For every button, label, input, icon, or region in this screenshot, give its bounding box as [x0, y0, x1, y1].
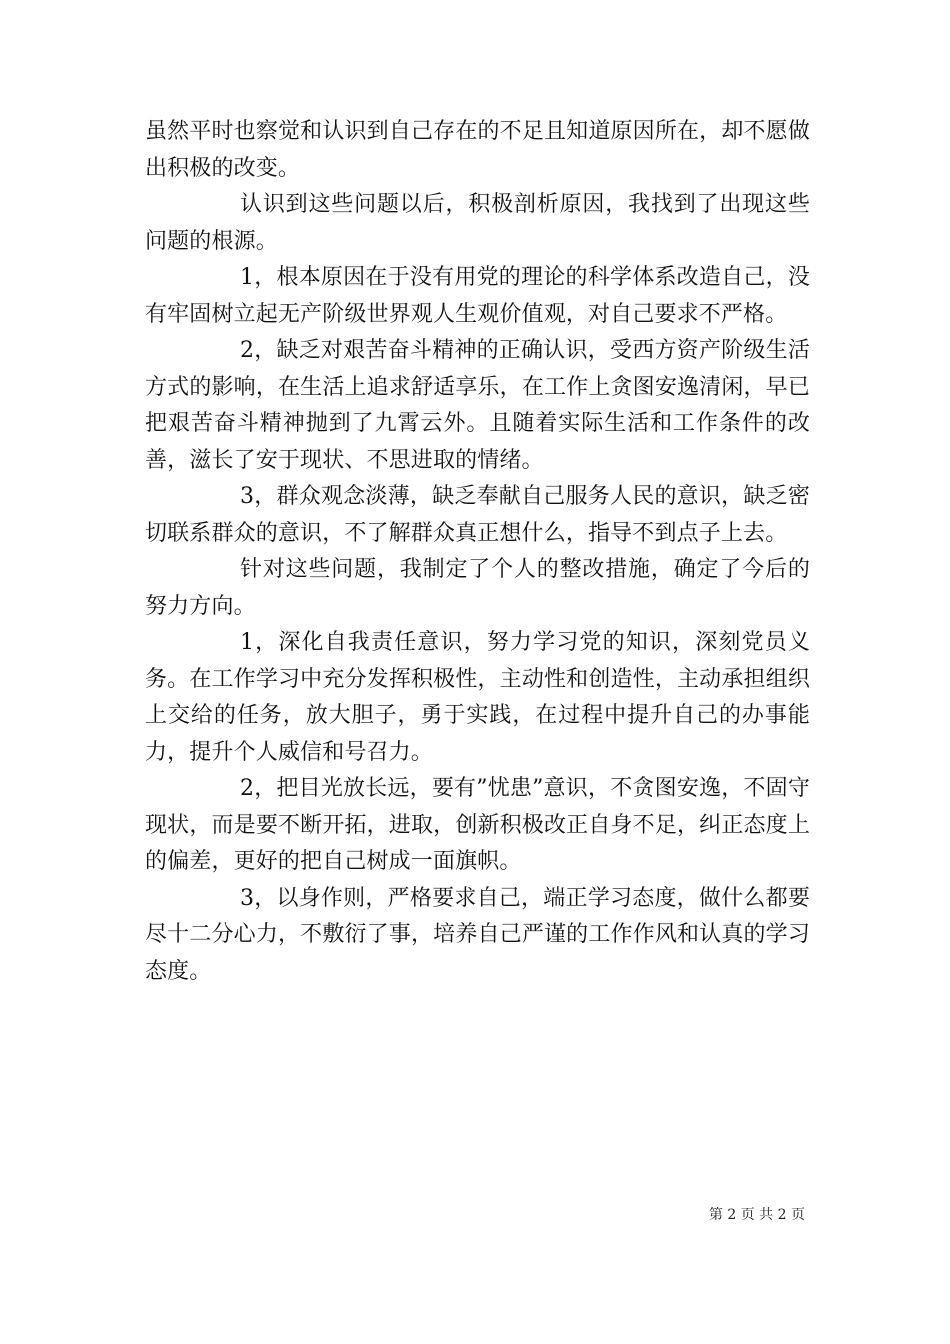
paragraph-continuation: 虽然平时也察觉和认识到自己存在的不足且知道原因所在，却不愿做出积极的改变。 — [145, 119, 810, 181]
page-number-footer: 第 2 页 共 2 页 — [708, 1207, 805, 1223]
paragraph-measure-3: 3，以身作则，严格要求自己，端正学习态度，做什么都要尽十二分心力，不敷衍了事，培养自己严谨的工作作风和认真的学习态度。 — [145, 885, 810, 984]
paragraph-measure-1: 1，深化自我责任意识，努力学习党的知识，深刻党员义务。在工作学习中充分发挥积极性，主动性和创造性，主动承担组织上交给的任务，放大胆子，勇于实践，在过程中提升自己的办事能力，提升个人威信和号召力。 — [145, 630, 810, 765]
paragraph-problem-analysis-intro: 认识到这些问题以后，积极剖析原因，我找到了出现这些问题的根源。 — [145, 192, 810, 254]
document-body — [145, 114, 810, 990]
paragraph-cause-1: 1，根本原因在于没有用党的理论的科学体系改造自己，没有牢固树立起无产阶级世界观人生观价值观，对自己要求不严格。 — [145, 265, 810, 327]
paragraph-measures-intro: 针对这些问题，我制定了个人的整改措施，确定了今后的努力方向。 — [145, 557, 810, 619]
paragraph-measure-2: 2，把目光放长远，要有”忧患”意识，不贪图安逸，不固守现状，而是要不断开拓，进取，创新积极改正自身不足，纠正态度上的偏差，更好的把自己树成一面旗帜。 — [145, 776, 810, 874]
paragraph-cause-2: 2，缺乏对艰苦奋斗精神的正确认识，受西方资产阶级生活方式的影响，在生活上追求舒适享乐，在工作上贪图安逸清闲，早已把艰苦奋斗精神抛到了九霄云外。且随着实际生活和工作条件的改善，滋长了安于现状、不思进取的情绪。 — [145, 338, 810, 473]
paragraph-cause-3: 3，群众观念淡薄，缺乏奉献自己服务人民的意识，缺乏密切联系群众的意识，不了解群众真正想什么，指导不到点子上去。 — [145, 484, 810, 546]
